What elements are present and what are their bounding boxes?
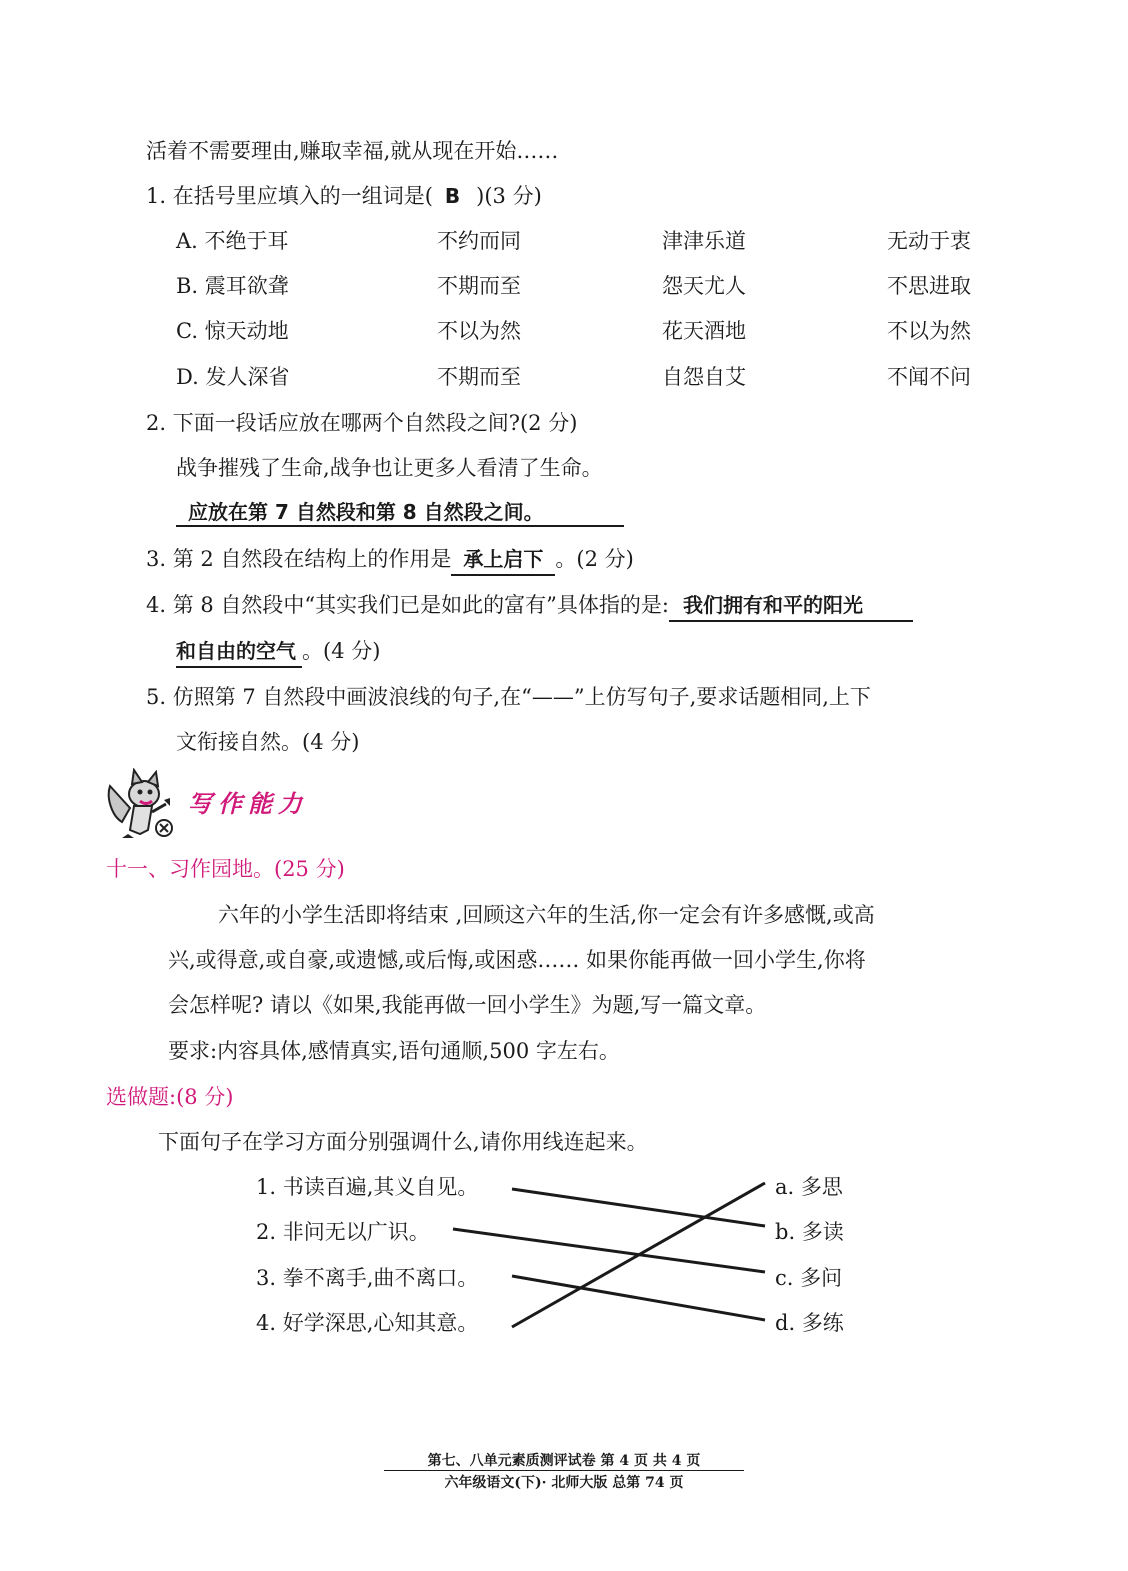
q4-answer-2: 和自由的空气: [176, 639, 296, 663]
q1-option-a-4: 无动于衷: [887, 229, 971, 253]
q1-option-a: A. 不绝于耳: [176, 229, 289, 253]
optional-instruction: 下面句子在学习方面分别强调什么,请你用线连起来。: [158, 1130, 648, 1154]
q5-line2: 文衔接自然。(4 分): [176, 730, 360, 754]
match-line-2: [453, 1229, 765, 1272]
intro-line: 活着不需要理由,赚取幸福,就从现在开始……: [146, 139, 559, 163]
q2-question: 2. 下面一段话应放在哪两个自然段之间?(2 分): [146, 411, 578, 435]
match-line-4: [512, 1183, 765, 1327]
q1-option-d-4: 不闻不问: [887, 365, 971, 389]
composition-p1-line3: 会怎样呢? 请以《如果,我能再做一回小学生》为题,写一篇文章。: [168, 993, 767, 1017]
q1-option-c-3: 花天酒地: [662, 319, 746, 343]
composition-p1-line1: 六年的小学生活即将结束 ,回顾这六年的生活,你一定会有许多感慨,或高: [218, 903, 875, 927]
q1-option-b-3: 怨天尤人: [662, 274, 746, 298]
match-right-a: a. 多思: [775, 1175, 843, 1199]
q3-suffix: 。(2 分): [555, 547, 634, 571]
optional-title: 选做题:(8 分): [106, 1085, 234, 1109]
section-banner: 写作能力: [188, 789, 308, 818]
match-line-1: [512, 1189, 765, 1226]
match-left-4: 4. 好学深思,心知其意。: [256, 1311, 479, 1335]
q1-option-c: C. 惊天动地: [176, 319, 289, 343]
composition-title: 十一、习作园地。(25 分): [106, 857, 345, 881]
q3-answer: 承上启下: [463, 547, 544, 571]
q1-prefix: 1. 在括号里应填入的一组词是(: [146, 184, 433, 208]
q1-option-c-2: 不以为然: [437, 319, 521, 343]
q2-sentence: 战争摧残了生命,战争也让更多人看清了生命。: [176, 456, 603, 480]
q4-prefix: 4. 第 8 自然段中“其实我们已是如此的富有”具体指的是:: [146, 593, 669, 617]
match-left-2: 2. 非问无以广识。: [256, 1220, 430, 1244]
q1-answer: B: [444, 184, 461, 208]
q1-option-d-2: 不期而至: [437, 365, 521, 389]
match-right-b: b. 多读: [775, 1220, 844, 1244]
q4-answer-1: 我们拥有和平的阳光: [682, 593, 863, 617]
match-left-1: 1. 书读百遍,其义自见。: [256, 1175, 479, 1199]
match-right-d: d. 多练: [775, 1311, 844, 1335]
q1-option-b-2: 不期而至: [437, 274, 521, 298]
q1-option-a-2: 不约而同: [437, 229, 521, 253]
q1-option-d-3: 自怨自艾: [662, 365, 746, 389]
match-right-c: c. 多问: [775, 1266, 843, 1290]
match-left-3: 3. 拳不离手,曲不离口。: [256, 1266, 479, 1290]
q1-option-c-4: 不以为然: [887, 319, 971, 343]
q1-suffix: )(3 分): [476, 184, 542, 208]
q1-option-a-3: 津津乐道: [662, 229, 746, 253]
footer-line1: 第七、八单元素质测评试卷 第 4 页 共 4 页: [384, 1452, 744, 1471]
q5-line1: 5. 仿照第 7 自然段中画波浪线的句子,在“——”上仿写句子,要求话题相同,上下: [146, 685, 871, 709]
q4-suffix: 。(4 分): [302, 639, 381, 663]
q1-option-b-4: 不思进取: [887, 274, 971, 298]
composition-requirement: 要求:内容具体,感情真实,语句通顺,500 字左右。: [168, 1039, 620, 1063]
footer-line2: 六年级语文(下)· 北师大版 总第 74 页: [444, 1475, 684, 1491]
match-line-3: [512, 1276, 765, 1320]
q2-answer: 应放在第 7 自然段和第 8 自然段之间。: [188, 500, 544, 524]
q3-prefix: 3. 第 2 自然段在结构上的作用是: [146, 547, 452, 571]
q1-option-d: D. 发人深省: [176, 365, 290, 389]
composition-p1-line2: 兴,或得意,或自豪,或遗憾,或后悔,或困惑…… 如果你能再做一回小学生,你将: [168, 948, 866, 972]
q1-option-b: B. 震耳欲聋: [176, 274, 289, 298]
